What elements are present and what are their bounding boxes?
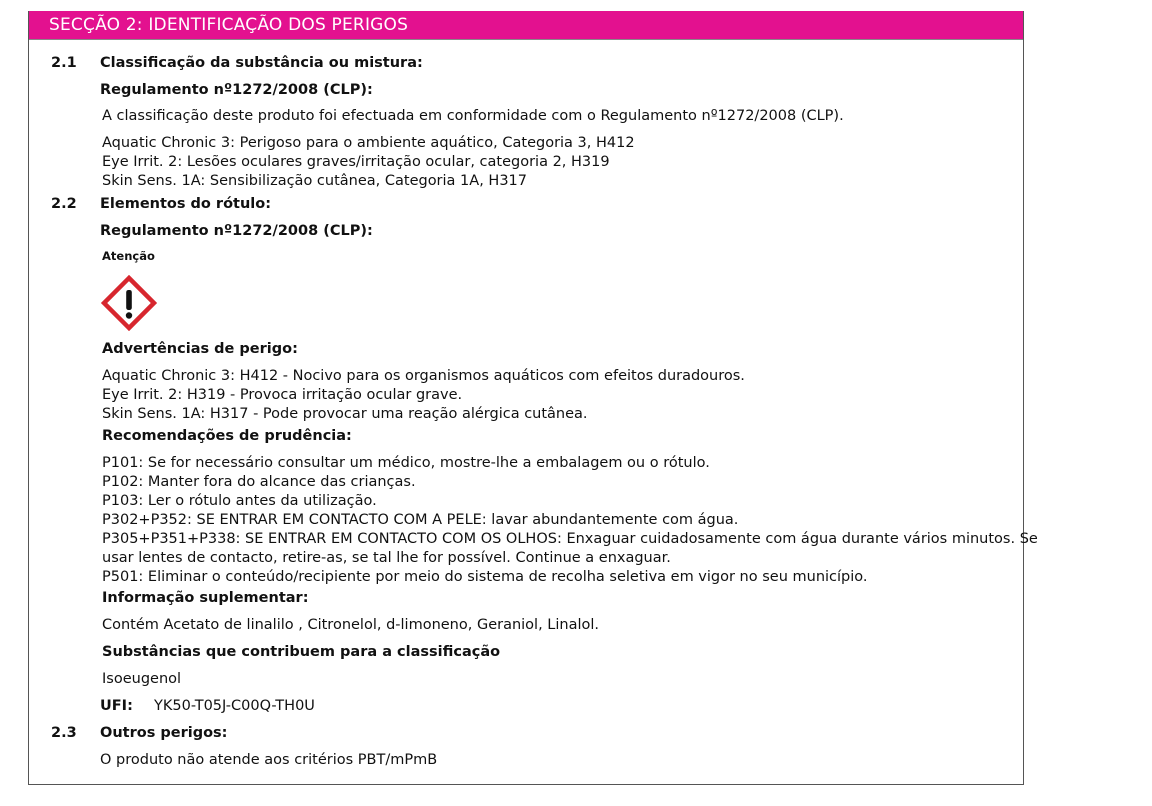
- hazard-statement: Eye Irrit. 2: H319 - Provoca irritação ocular grave.: [102, 387, 463, 403]
- classification-line: Aquatic Chronic 3: Perigoso para o ambiente aquático, Categoria 3, H412: [102, 135, 635, 151]
- precautionary-statement: P102: Manter fora do alcance das crianças.: [102, 474, 416, 490]
- precautionary-statement: P501: Eliminar o conteúdo/recipiente por meio do sistema de recolha seletiva em vigor no seu município.: [102, 569, 868, 585]
- contributing-substance: Isoeugenol: [102, 671, 182, 687]
- section-number-2-3: 2.3: [51, 725, 77, 741]
- section-number-2-2: 2.2: [51, 196, 77, 212]
- precautionary-statement: P101: Se for necessário consultar um médico, mostre-lhe a embalagem ou o rótulo.: [102, 455, 710, 471]
- section-number-2-1: 2.1: [51, 55, 77, 71]
- signal-word: Atenção: [102, 249, 155, 263]
- heading-regulation-2-2: Regulamento nº1272/2008 (CLP):: [100, 223, 373, 239]
- precautionary-statement: P103: Ler o rótulo antes da utilização.: [102, 493, 377, 509]
- precautionary-statement: usar lentes de contacto, retire-as, se tal lhe for possível. Continue a enxaguar.: [102, 550, 671, 566]
- hazard-statement: Skin Sens. 1A: H317 - Pode provocar uma reação alérgica cutânea.: [102, 406, 588, 422]
- ufi-value: YK50-T05J-C00Q-TH0U: [154, 698, 315, 714]
- heading-regulation-2-1: Regulamento nº1272/2008 (CLP):: [100, 82, 373, 98]
- classification-intro: A classificação deste produto foi efectuada em conformidade com o Regulamento nº1272/2008 (CLP).: [102, 108, 844, 124]
- precautionary-statement: P302+P352: SE ENTRAR EM CONTACTO COM A PELE: lavar abundantemente com água.: [102, 512, 739, 528]
- heading-other-hazards: Outros perigos:: [100, 725, 228, 741]
- exclamation-mark-hazard-icon: [101, 275, 157, 331]
- precautionary-statement: P305+P351+P338: SE ENTRAR EM CONTACTO COM OS OLHOS: Enxaguar cuidadosamente com água durante vários minutos. Se: [102, 531, 1038, 547]
- ufi-label: UFI:: [100, 698, 133, 714]
- heading-precautionary-statements: Recomendações de prudência:: [102, 428, 352, 444]
- section-banner: [29, 11, 1023, 40]
- heading-label-elements: Elementos do rótulo:: [100, 196, 272, 212]
- other-hazards-text: O produto não atende aos critérios PBT/mPmB: [100, 752, 438, 768]
- section-title: SECÇÃO 2: IDENTIFICAÇÃO DOS PERIGOS: [49, 15, 409, 35]
- heading-classification: Classificação da substância ou mistura:: [100, 55, 423, 71]
- heading-contributing-substances: Substâncias que contribuem para a classificação: [102, 644, 501, 660]
- classification-line: Eye Irrit. 2: Lesões oculares graves/irritação ocular, categoria 2, H319: [102, 154, 610, 170]
- heading-hazard-statements: Advertências de perigo:: [102, 341, 298, 357]
- classification-line: Skin Sens. 1A: Sensibilização cutânea, Categoria 1A, H317: [102, 173, 527, 189]
- heading-supplementary-info: Informação suplementar:: [102, 590, 309, 606]
- supplementary-text: Contém Acetato de linalilo , Citronelol, d-limoneno, Geraniol, Linalol.: [102, 617, 600, 633]
- hazard-statement: Aquatic Chronic 3: H412 - Nocivo para os organismos aquáticos com efeitos duradouros.: [102, 368, 745, 384]
